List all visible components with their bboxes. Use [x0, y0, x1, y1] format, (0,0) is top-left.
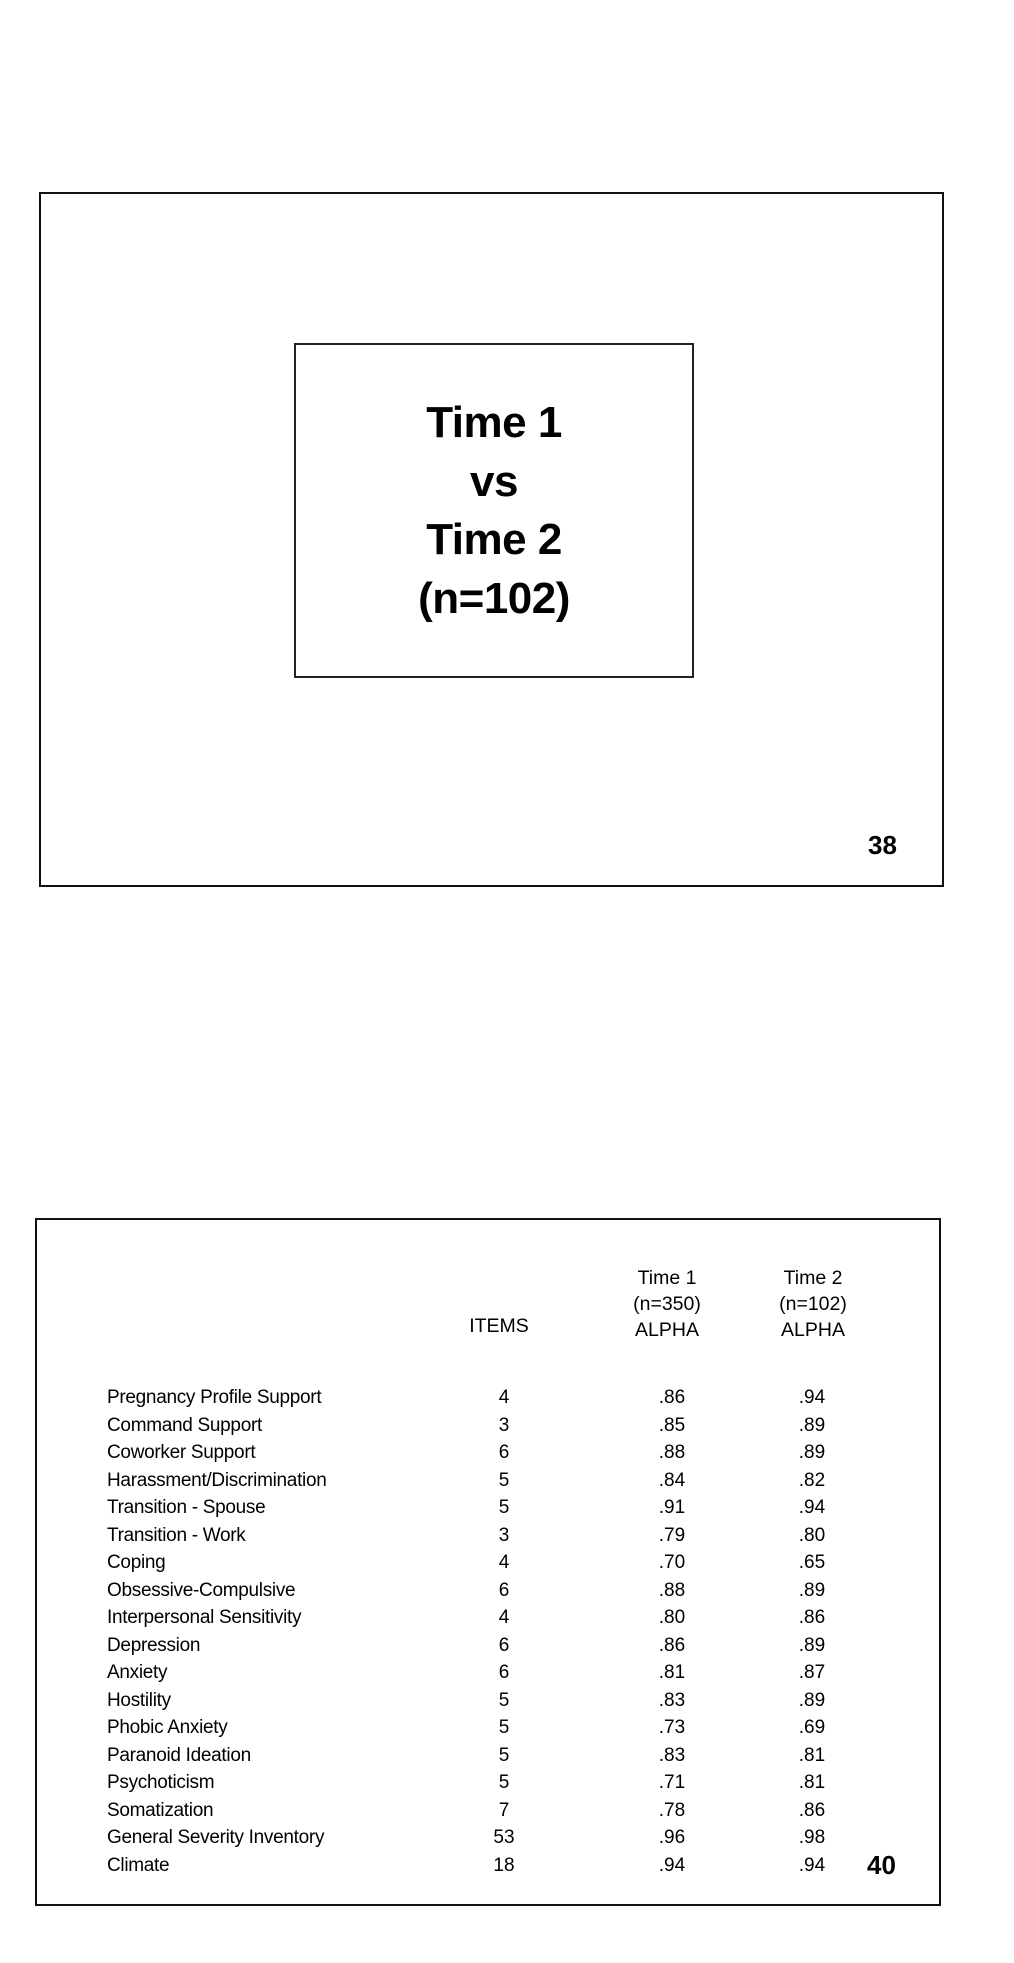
title-box — [294, 343, 694, 678]
header-line: Time 2 — [783, 1267, 843, 1289]
time2-alpha: .65 — [798, 1552, 826, 1573]
time2-alpha: .89 — [798, 1442, 826, 1463]
title-line: Time 1 — [426, 398, 562, 447]
table-row — [37, 1852, 939, 1880]
header-line: (n=102) — [779, 1293, 847, 1315]
table-row — [37, 1467, 939, 1495]
item-count: 5 — [498, 1772, 510, 1793]
item-count: 53 — [493, 1827, 515, 1848]
time1-alpha: .79 — [658, 1524, 686, 1546]
table-row — [37, 1604, 939, 1632]
time2-alpha: .89 — [798, 1414, 826, 1436]
item-count: 5 — [498, 1689, 510, 1711]
time2-alpha: .87 — [798, 1662, 826, 1683]
time2-alpha: .86 — [798, 1607, 826, 1628]
item-count: 4 — [498, 1552, 510, 1573]
time2-alpha: .89 — [798, 1579, 826, 1601]
title-line: Time 2 — [426, 515, 562, 564]
time2-alpha: .81 — [798, 1744, 826, 1766]
scale-name: Paranoid Ideation — [107, 1744, 251, 1766]
time2-alpha: .89 — [798, 1634, 826, 1656]
time1-alpha: .70 — [658, 1552, 686, 1573]
time2-alpha: .98 — [798, 1827, 826, 1848]
table-row — [37, 1687, 939, 1715]
time1-alpha: .88 — [658, 1442, 686, 1463]
header-line: (n=350) — [633, 1293, 701, 1315]
header-line: ALPHA — [781, 1319, 845, 1341]
item-count: 4 — [498, 1387, 510, 1408]
time1-alpha: .86 — [658, 1387, 686, 1408]
header-time1-alpha — [617, 1265, 717, 1343]
title-line: (n=102) — [418, 573, 570, 623]
item-count: 4 — [498, 1607, 510, 1628]
scale-name: Depression — [107, 1634, 201, 1656]
table-row — [37, 1577, 939, 1605]
scale-name: Transition - Spouse — [107, 1497, 266, 1518]
header-line: Time 1 — [637, 1267, 697, 1289]
header-line: ITEMS — [469, 1315, 529, 1337]
scale-name: Coworker Support — [107, 1442, 256, 1463]
scale-name: Harassment/Discrimination — [107, 1469, 327, 1491]
table-body — [37, 1384, 939, 1879]
item-count: 18 — [493, 1854, 515, 1876]
scale-name: Coping — [107, 1552, 166, 1573]
item-count: 7 — [498, 1799, 510, 1821]
scale-name: Anxiety — [107, 1662, 168, 1683]
table-row — [37, 1549, 939, 1577]
table-row — [37, 1824, 939, 1852]
time2-alpha: .89 — [798, 1689, 826, 1711]
item-count: 6 — [498, 1634, 510, 1656]
table-row — [37, 1659, 939, 1687]
time1-alpha: .80 — [658, 1607, 686, 1628]
time1-alpha: .86 — [658, 1634, 686, 1656]
page-number: 38 — [868, 830, 897, 860]
time1-alpha: .91 — [658, 1497, 686, 1518]
table-row — [37, 1797, 939, 1825]
table-row — [37, 1742, 939, 1770]
time1-alpha: .83 — [658, 1689, 686, 1711]
table-row — [37, 1714, 939, 1742]
scale-name: Interpersonal Sensitivity — [107, 1607, 302, 1628]
title-line: vs — [470, 456, 518, 506]
scale-name: Somatization — [107, 1799, 214, 1821]
header-time2-alpha — [763, 1265, 863, 1343]
scale-name: Transition - Work — [107, 1524, 246, 1546]
time2-alpha: .69 — [798, 1717, 826, 1738]
time1-alpha: .94 — [658, 1854, 686, 1876]
time1-alpha: .88 — [658, 1579, 686, 1601]
time1-alpha: .71 — [658, 1772, 686, 1793]
item-count: 6 — [498, 1662, 510, 1683]
item-count: 5 — [498, 1469, 510, 1491]
time2-alpha: .80 — [798, 1524, 826, 1546]
time1-alpha: .96 — [658, 1827, 686, 1848]
time2-alpha: .94 — [798, 1854, 826, 1876]
table-row — [37, 1439, 939, 1467]
table-row — [37, 1769, 939, 1797]
table-row — [37, 1632, 939, 1660]
scale-name: Climate — [107, 1854, 170, 1876]
time1-alpha: .78 — [658, 1799, 686, 1821]
item-count: 5 — [498, 1497, 510, 1518]
slide-40-alpha-table — [35, 1218, 941, 1906]
time1-alpha: .83 — [658, 1744, 686, 1766]
scale-name: Phobic Anxiety — [107, 1717, 228, 1738]
item-count: 6 — [498, 1579, 510, 1601]
table-row — [37, 1412, 939, 1440]
scale-name: Hostility — [107, 1689, 171, 1711]
scale-name: Obsessive-Compulsive — [107, 1579, 296, 1601]
time2-alpha: .82 — [798, 1469, 826, 1491]
time1-alpha: .84 — [658, 1469, 686, 1491]
table-row — [37, 1522, 939, 1550]
scale-name: Command Support — [107, 1414, 262, 1436]
time2-alpha: .81 — [798, 1772, 826, 1793]
scale-name: Pregnancy Profile Support — [107, 1387, 322, 1408]
header-line: ALPHA — [635, 1319, 699, 1341]
item-count: 3 — [498, 1524, 510, 1546]
time2-alpha: .94 — [798, 1387, 826, 1408]
page-number: 40 — [867, 1850, 896, 1880]
item-count: 5 — [498, 1744, 510, 1766]
item-count: 6 — [498, 1442, 510, 1463]
slide-38 — [39, 192, 944, 887]
header-items — [449, 1313, 549, 1339]
scale-name: General Severity Inventory — [107, 1827, 325, 1848]
scale-name: Psychoticism — [107, 1772, 215, 1793]
time2-alpha: .94 — [798, 1497, 826, 1518]
time1-alpha: .85 — [658, 1414, 686, 1436]
item-count: 5 — [498, 1717, 510, 1738]
table-row — [37, 1494, 939, 1522]
time1-alpha: .81 — [658, 1662, 686, 1683]
item-count: 3 — [498, 1414, 510, 1436]
slide-title — [296, 394, 692, 628]
table-row — [37, 1384, 939, 1412]
time1-alpha: .73 — [658, 1717, 686, 1738]
time2-alpha: .86 — [798, 1799, 826, 1821]
